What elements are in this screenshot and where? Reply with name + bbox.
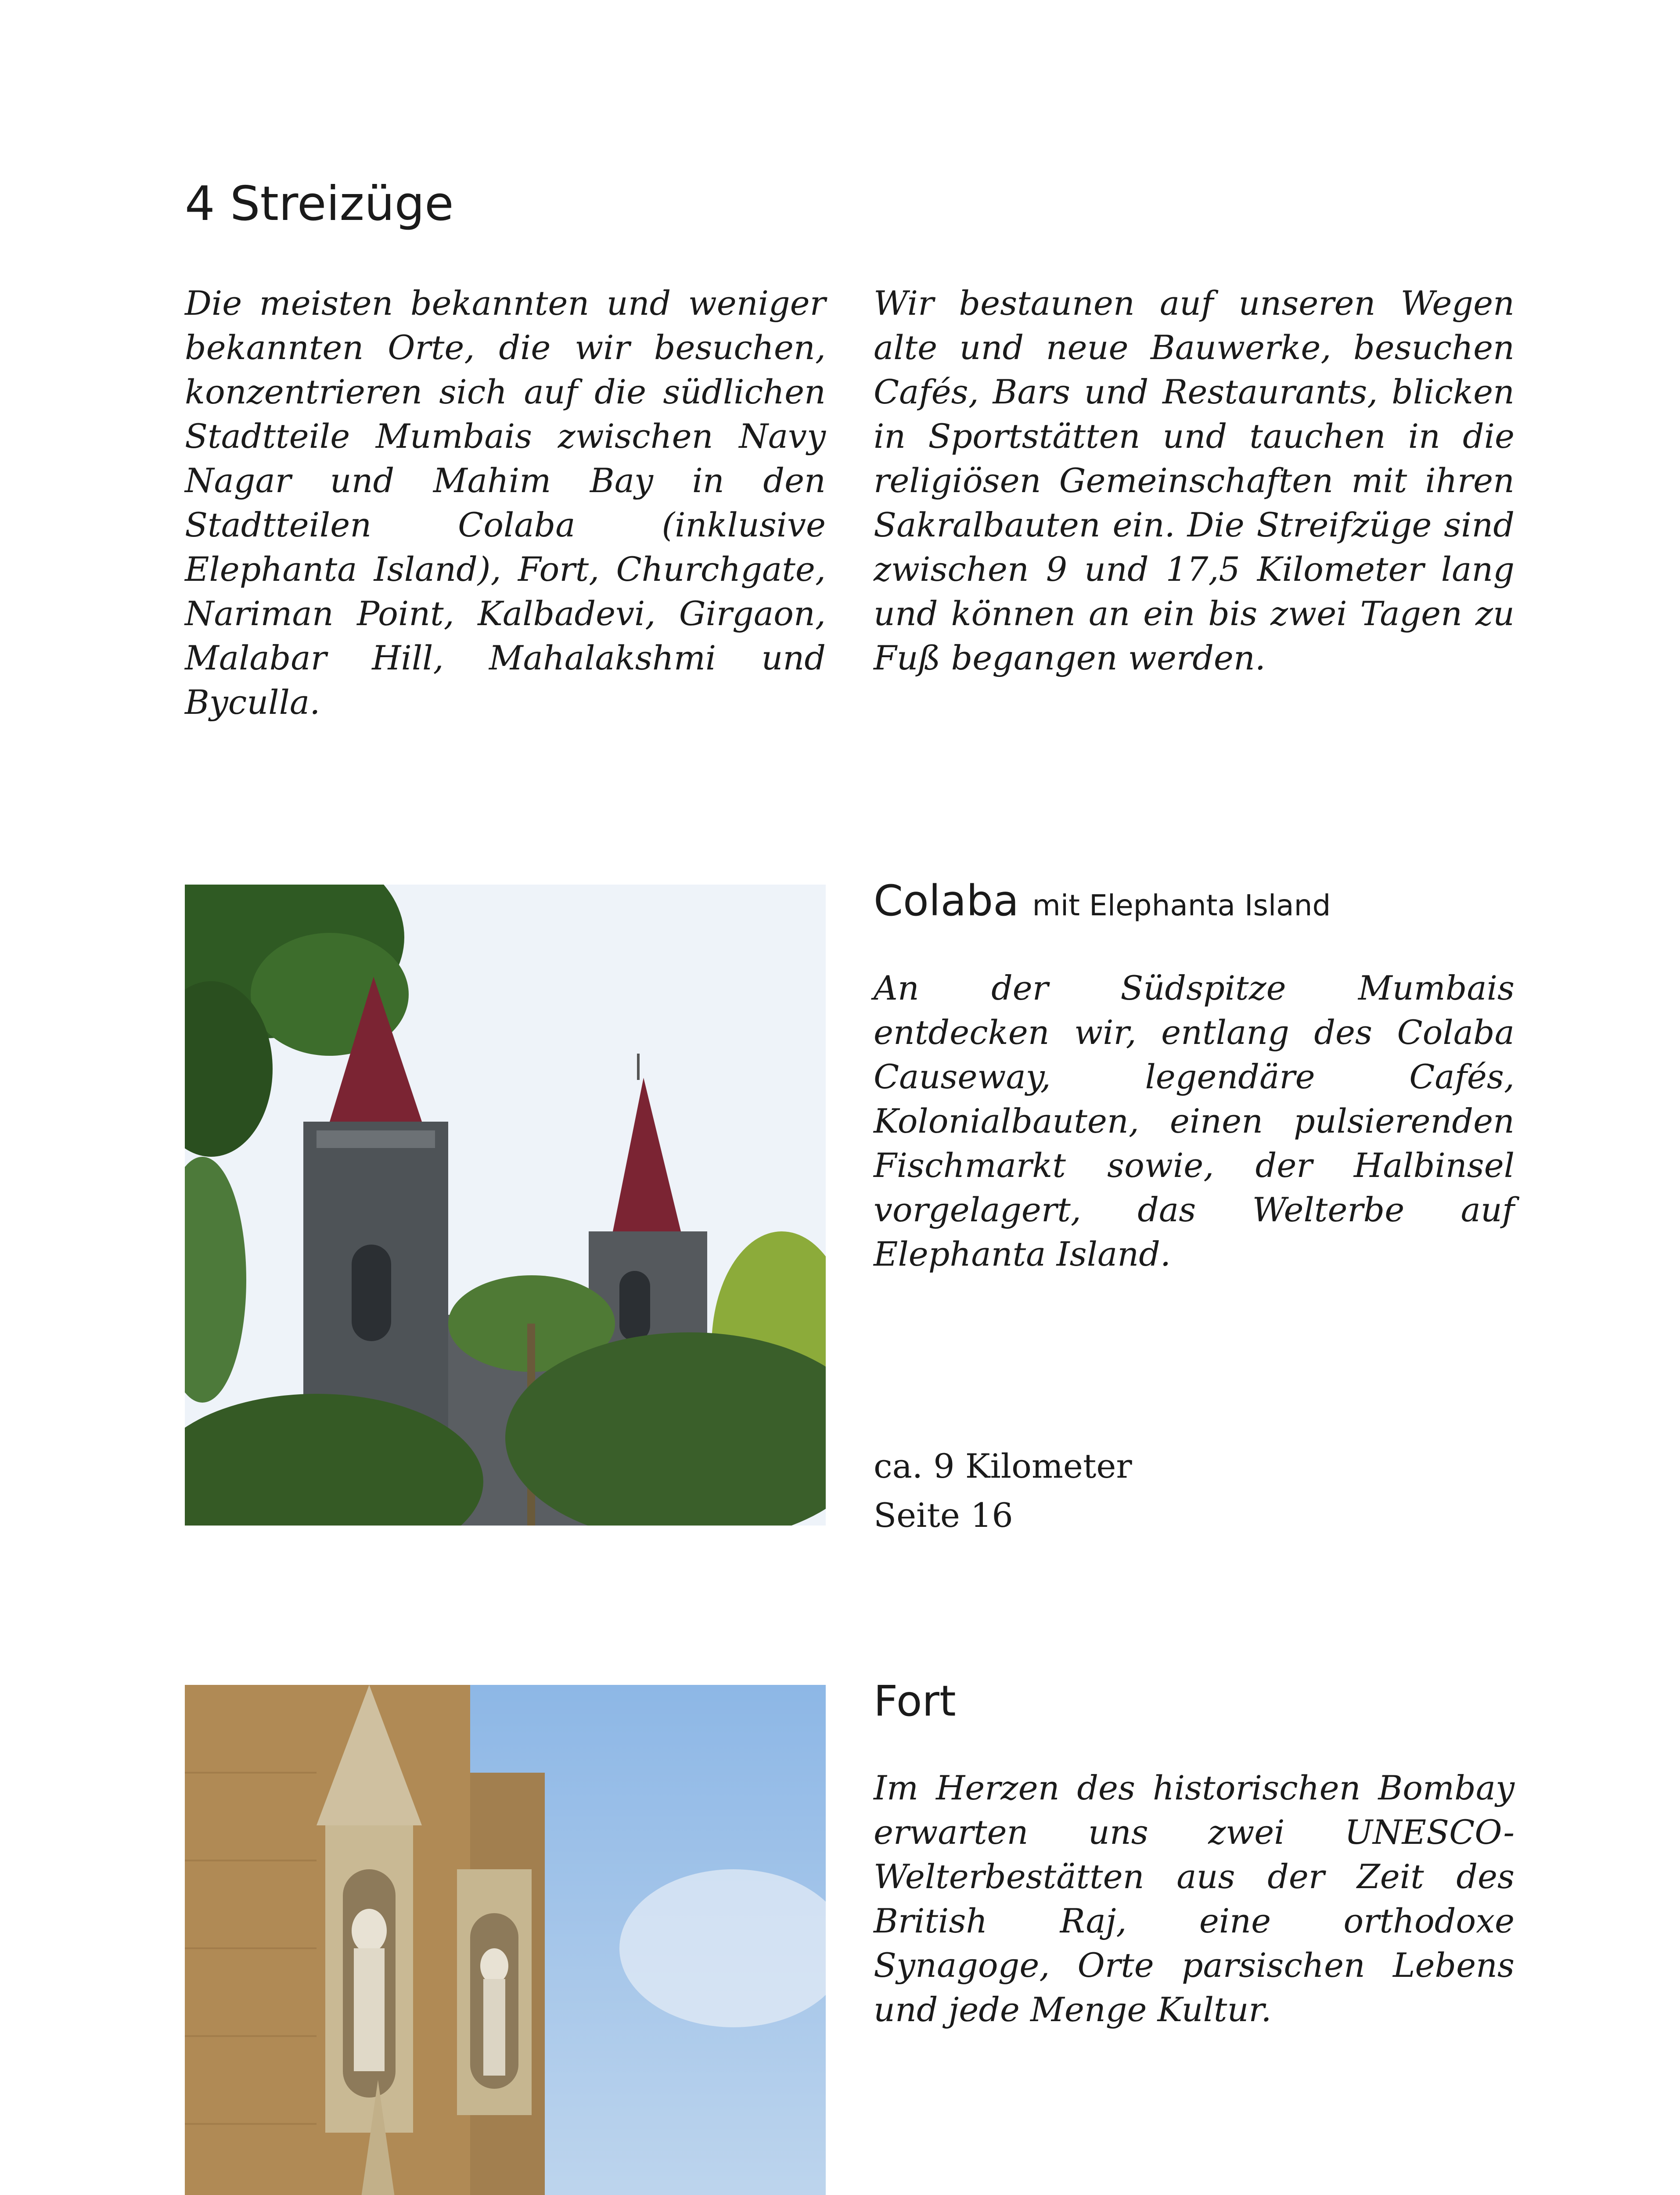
page-title: 4 Streizüge (185, 176, 454, 231)
distance-colaba: ca. 9 Kilometer (874, 1447, 1132, 1486)
intro-paragraph-right: Wir bestaunen auf unseren Wegen alte und neue Bauwerke, besuchen Cafés, Bars und Restaurants, blicken in Sportstätten und tauchen in die religiösen Gemeinschaften mit ihren Sakralbauten ein. Die Streifzüge sind zwischen 9 und 17,5 Kilometer lang und können an ein bis zwei Tagen zu Fuß begangen werden. (874, 284, 1515, 677)
section-description-fort: Im Herzen des historischen Bombay erwarten uns zwei UNESCO-Welterbestätten aus der Zeit des British Raj, eine orthodoxe Synagoge, Orte parsischen Lebens und jede Menge Kultur. (874, 1768, 1515, 2029)
colaba-church-photo (185, 885, 826, 1526)
fort-gothic-facade-photo (185, 1685, 826, 2195)
page-ref-colaba: Seite 16 (874, 1496, 1013, 1535)
section-title-colaba (874, 876, 1331, 926)
section-subtitle-colaba: mit Elephanta Island (1032, 889, 1331, 922)
section-title-fort: Fort (874, 1677, 956, 1726)
intro-paragraph-left: Die meisten bekannten und weniger bekannten Orte, die wir besuchen, konzentrieren sich auf die südlichen Stadtteile Mumbais zwischen Navy Nagar und Mahim Bay in den Stadtteilen Colaba (inklusive Elephanta Island), Fort, Churchgate, Nariman Point, Kalbadevi, Girgaon, Malabar Hill, Mahalakshmi und Byculla. (185, 284, 826, 722)
section-meta-colaba (874, 1442, 1132, 1540)
section-description-colaba: An der Südspitze Mumbais entdecken wir, entlang des Colaba Causeway, legendäre Cafés, Kolonialbauten, einen pulsierenden Fischmarkt sowie, der Halbinsel vorgelagert, das Welterbe auf Elephanta Island. (874, 968, 1515, 1274)
section-title-colaba-main: Colaba (874, 876, 1019, 925)
